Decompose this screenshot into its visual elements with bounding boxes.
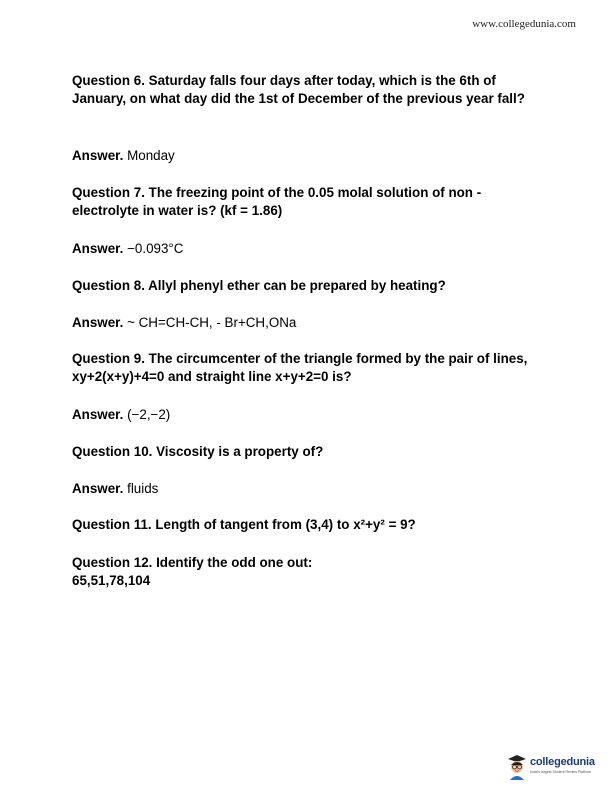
- question-text: Question 12. Identify the odd one out:: [72, 555, 313, 570]
- answer-text: −0.093°C: [127, 241, 184, 256]
- answer-10: [72, 480, 542, 498]
- question-6: [72, 72, 542, 108]
- answer-text: fluids: [127, 481, 159, 496]
- question-text: Question 6. Saturday falls four days after today, which is the 6th of January, on what day did the 1st of December of the previous year fall?: [72, 73, 525, 106]
- question-8: [72, 277, 542, 295]
- question-9: [72, 350, 542, 386]
- answer-label: Answer.: [72, 315, 124, 330]
- answer-label: Answer.: [72, 407, 124, 422]
- answer-9: [72, 406, 542, 424]
- question-11: [72, 516, 542, 534]
- logo-tagline: India's largest Student Review Platform: [530, 770, 591, 774]
- site-url[interactable]: www.collegedunia.com: [472, 18, 576, 30]
- question-text: Question 11. Length of tangent from (3,4) to x²+y² = 9?: [72, 517, 416, 532]
- answer-text: Monday: [127, 148, 175, 163]
- question-extra: 65,51,78,104: [72, 573, 151, 588]
- logo-brand: collegedunia: [530, 756, 595, 768]
- answer-text: (−2,−2): [127, 407, 171, 422]
- answer-7: [72, 240, 542, 258]
- answer-label: Answer.: [72, 148, 124, 163]
- answer-8: [72, 314, 542, 332]
- question-10: [72, 443, 542, 461]
- answer-6: [72, 147, 542, 165]
- question-text: Question 8. Allyl phenyl ether can be prepared by heating?: [72, 278, 446, 293]
- question-text: Question 10. Viscosity is a property of?: [72, 444, 324, 459]
- mascot-icon: [506, 752, 528, 780]
- answer-label: Answer.: [72, 241, 124, 256]
- question-7: [72, 184, 542, 220]
- question-text: Question 7. The freezing point of the 0.05 molal solution of non - electrolyte in water is? (kf = 1.86): [72, 185, 482, 218]
- answer-text: ~ CH=CH-CH, - Br+CH,ONa: [127, 315, 297, 330]
- question-12: [72, 554, 542, 590]
- answer-label: Answer.: [72, 481, 124, 496]
- question-text: Question 9. The circumcenter of the triangle formed by the pair of lines, xy+2(x+y)+4=0 and straight line x+y+2=0 is?: [72, 351, 528, 384]
- collegedunia-logo[interactable]: [506, 752, 602, 782]
